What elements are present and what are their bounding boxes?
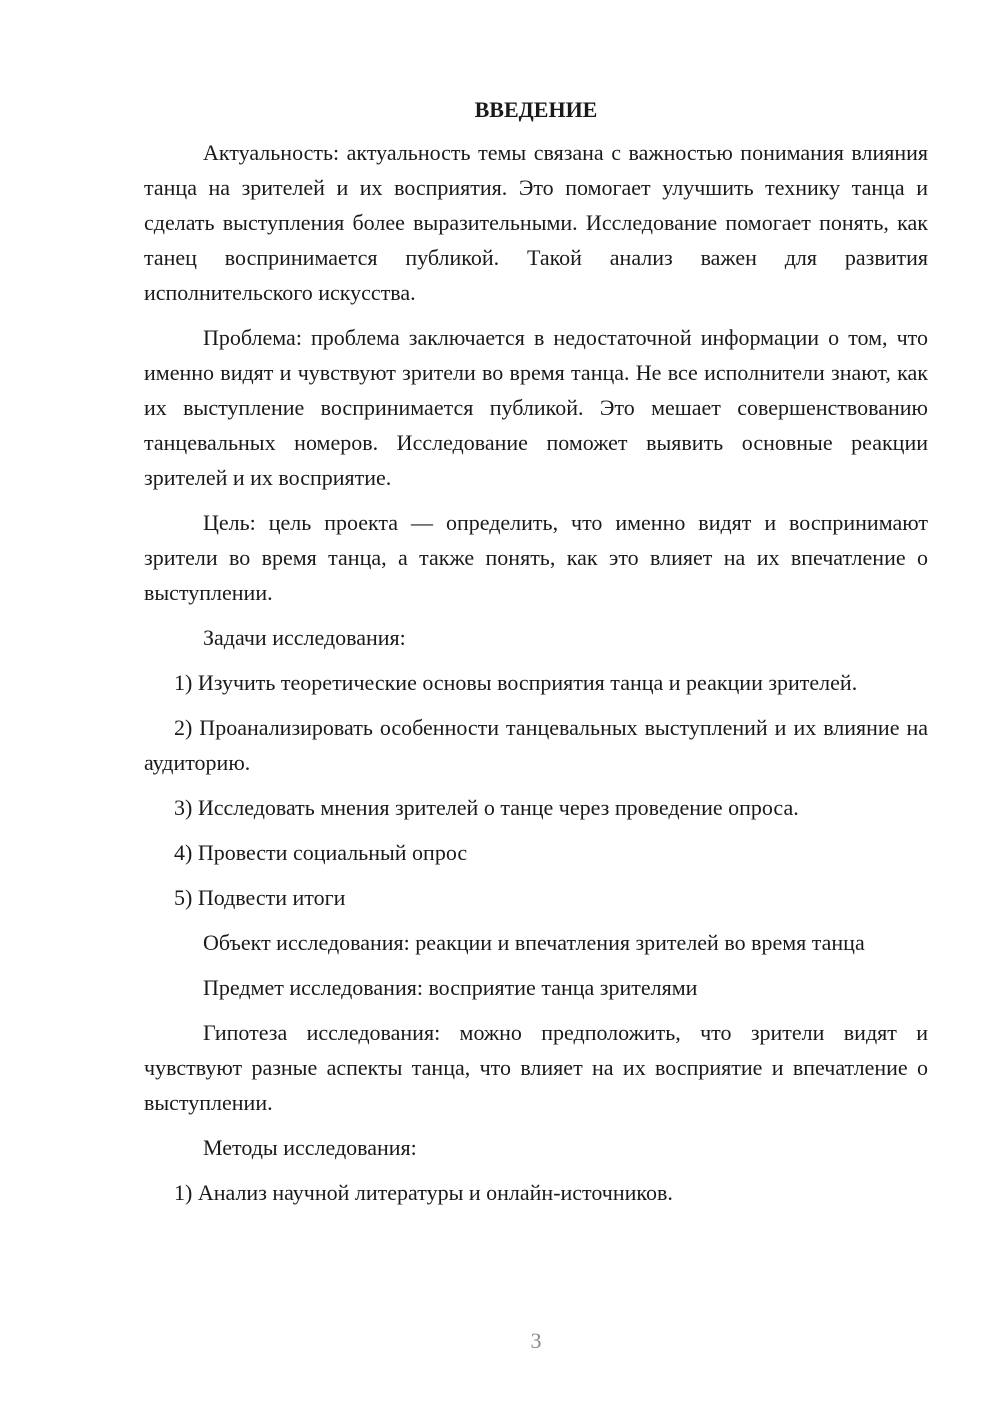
- task-item: 1) Изучить теоретические основы восприятия танца и реакции зрителей.: [174, 670, 858, 695]
- subject-paragraph: Предмет исследования: восприятие танца зрителями: [203, 975, 698, 1000]
- task-item: 3) Исследовать мнения зрителей о танце через проведение опроса.: [174, 795, 799, 820]
- task-item: 4) Провести социальный опрос: [174, 840, 468, 865]
- section-title: ВВЕДЕНИЕ: [474, 97, 598, 122]
- goal-paragraph: Цель: цель проекта — определить, что именно видят и воспринимают зрители во время танца, а также понять, как это влияет на их впечатление о выступлении.: [144, 510, 928, 605]
- hypothesis-paragraph: Гипотеза исследования: можно предположить, что зрители видят и чувствуют разные аспекты танца, что влияет на их восприятие и впечатление о выступлении.: [144, 1020, 928, 1115]
- methods-heading: Методы исследования:: [203, 1135, 417, 1160]
- page-number: 3: [530, 1328, 542, 1353]
- object-paragraph: Объект исследования: реакции и впечатления зрителей во время танца: [203, 930, 865, 955]
- relevance-paragraph: Актуальность: актуальность темы связана с важностью понимания влияния танца на зрителей и их восприятия. Это помогает улучшить технику танца и сделать выступления более выразительными. Исследование помогает понять, как танец воспринимается публикой. Такой анализ важен для развития исполнительского искусства.: [144, 140, 928, 305]
- method-item: 1) Анализ научной литературы и онлайн-источников.: [174, 1180, 673, 1205]
- tasks-heading: Задачи исследования:: [203, 625, 406, 650]
- document-page: [144, 95, 928, 1220]
- task-item: 2) Проанализировать особенности танцевальных выступлений и их влияние на аудиторию.: [144, 715, 928, 775]
- task-item: 5) Подвести итоги: [174, 885, 346, 910]
- problem-paragraph: Проблема: проблема заключается в недостаточной информации о том, что именно видят и чувствуют зрители во время танца. Не все исполнители знают, как их выступление воспринимается публикой. Это мешает совершенствованию танцевальных номеров. Исследование поможет выявить основные реакции зрителей и их восприятие.: [144, 325, 928, 490]
